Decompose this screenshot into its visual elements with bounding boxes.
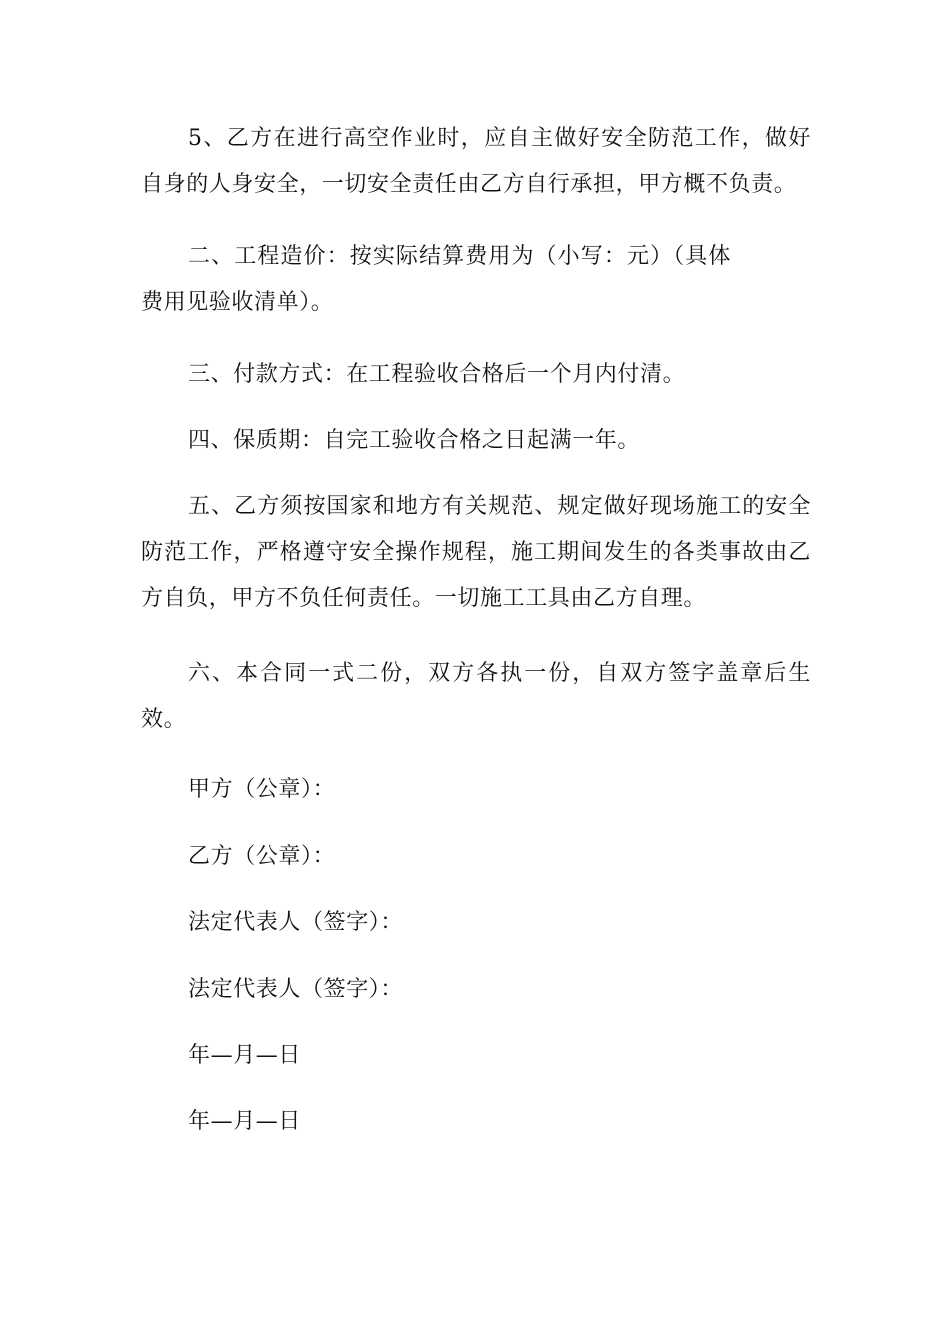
party-b-seal: 乙方（公章）： <box>188 844 336 869</box>
date-line-b: 年—月—日 <box>188 1109 302 1134</box>
party-a-seal: 甲方（公章）： <box>188 777 336 802</box>
legal-rep-signature-a: 法定代表人（签字）： <box>188 910 404 935</box>
legal-rep-signature-b: 法定代表人（签字）： <box>188 977 404 1002</box>
date-line-a: 年—月—日 <box>188 1043 302 1068</box>
clause-project-cost: 二、工程造价：按实际结算费用为（小写：元）（具体费用见验收清单）。 <box>141 244 731 315</box>
clause-construction-safety: 五、乙方须按国家和地方有关规范、规定做好现场施工的安全防范工作，严格遵守安全操作规程，施工期间发生的各类事故由乙方自负，甲方不负任何责任。一切施工工具由乙方自理。 <box>141 494 811 611</box>
clause-warranty-period: 四、保质期：自完工验收合格之日起满一年。 <box>188 428 641 453</box>
clause-safety-responsibility: 5、乙方在进行高空作业时，应自主做好安全防范工作，做好自身的人身安全，一切安全责任由乙方自行承担，甲方概不负责。 <box>141 126 811 197</box>
clause-contract-copies: 六、本合同一式二份，双方各执一份，自双方签字盖章后生效。 <box>141 661 811 732</box>
clause-payment-method: 三、付款方式：在工程验收合格后一个月内付清。 <box>188 362 686 387</box>
